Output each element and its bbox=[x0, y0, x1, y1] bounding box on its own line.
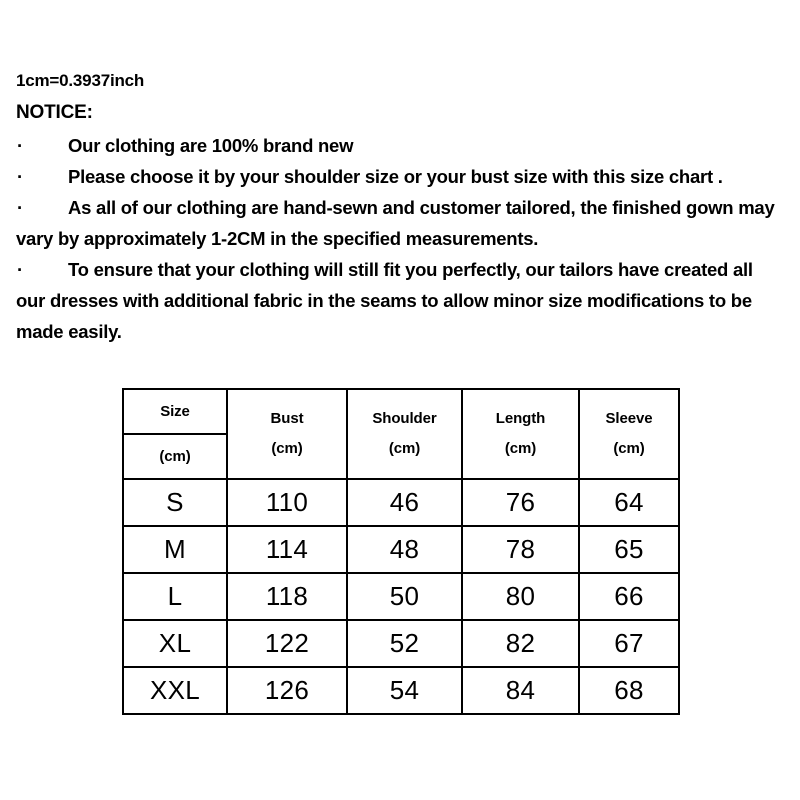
notice-item-text: To ensure that your clothing will still fit you perfectly, our tailors have created all our dresses with additional fabric in the seams to allow minor size modifications to be made easily. bbox=[16, 259, 753, 342]
column-header-sleeve-label: Sleeve bbox=[605, 409, 653, 427]
notice-list-item bbox=[16, 130, 784, 161]
size-chart-table bbox=[122, 388, 680, 715]
bullet-icon: · bbox=[17, 166, 23, 187]
cell-bust: 110 bbox=[227, 479, 347, 526]
cell-shoulder: 50 bbox=[347, 573, 462, 620]
cell-shoulder: 52 bbox=[347, 620, 462, 667]
column-header-length-unit: (cm) bbox=[504, 440, 537, 457]
bullet-icon: · bbox=[17, 197, 23, 218]
table-header-row bbox=[123, 389, 679, 479]
cell-length: 84 bbox=[462, 667, 579, 714]
column-header-bust bbox=[227, 389, 347, 479]
unit-conversion-text: 1cm=0.3937inch bbox=[16, 71, 145, 90]
cell-size: XXL bbox=[123, 667, 227, 714]
cell-length: 80 bbox=[462, 573, 579, 620]
table-row bbox=[123, 620, 679, 667]
cell-shoulder: 54 bbox=[347, 667, 462, 714]
table-row bbox=[123, 573, 679, 620]
notice-list-item bbox=[16, 161, 784, 192]
table-row bbox=[123, 526, 679, 573]
cell-sleeve: 68 bbox=[579, 667, 679, 714]
column-header-size-label: Size bbox=[124, 390, 226, 435]
cell-size: L bbox=[123, 573, 227, 620]
cell-size: S bbox=[123, 479, 227, 526]
column-header-size-unit: (cm) bbox=[159, 448, 191, 465]
cell-size: XL bbox=[123, 620, 227, 667]
cell-length: 78 bbox=[462, 526, 579, 573]
cell-bust: 118 bbox=[227, 573, 347, 620]
notice-item-text: Our clothing are 100% brand new bbox=[68, 135, 354, 156]
bullet-icon: · bbox=[17, 135, 23, 156]
column-header-size bbox=[123, 389, 227, 479]
notice-list-item bbox=[16, 254, 784, 347]
notice-heading: NOTICE: bbox=[16, 102, 93, 123]
column-header-sleeve-unit: (cm) bbox=[613, 440, 645, 457]
column-header-sleeve bbox=[579, 389, 679, 479]
column-header-length-label: Length bbox=[495, 409, 546, 427]
cell-sleeve: 67 bbox=[579, 620, 679, 667]
column-header-bust-unit: (cm) bbox=[271, 440, 303, 457]
cell-sleeve: 66 bbox=[579, 573, 679, 620]
notice-item-text: As all of our clothing are hand-sewn and customer tailored, the finished gown may vary by approximately 1-2CM in the specified measurements. bbox=[16, 197, 775, 249]
notice-list bbox=[16, 130, 784, 347]
column-header-shoulder-label: Shoulder bbox=[372, 409, 437, 427]
bullet-icon: · bbox=[17, 259, 23, 280]
cell-sleeve: 64 bbox=[579, 479, 679, 526]
size-chart-table-container bbox=[122, 388, 678, 715]
column-header-bust-label: Bust bbox=[270, 409, 304, 427]
notice-item-text: Please choose it by your shoulder size or your bust size with this size chart . bbox=[68, 166, 723, 187]
column-header-shoulder-unit: (cm) bbox=[388, 440, 421, 457]
cell-shoulder: 48 bbox=[347, 526, 462, 573]
notice-block bbox=[16, 66, 784, 347]
cell-bust: 122 bbox=[227, 620, 347, 667]
table-row bbox=[123, 479, 679, 526]
notice-list-item bbox=[16, 192, 784, 254]
column-header-length bbox=[462, 389, 579, 479]
column-header-shoulder bbox=[347, 389, 462, 479]
cell-length: 76 bbox=[462, 479, 579, 526]
cell-sleeve: 65 bbox=[579, 526, 679, 573]
cell-size: M bbox=[123, 526, 227, 573]
cell-length: 82 bbox=[462, 620, 579, 667]
cell-shoulder: 46 bbox=[347, 479, 462, 526]
table-row bbox=[123, 667, 679, 714]
cell-bust: 114 bbox=[227, 526, 347, 573]
cell-bust: 126 bbox=[227, 667, 347, 714]
